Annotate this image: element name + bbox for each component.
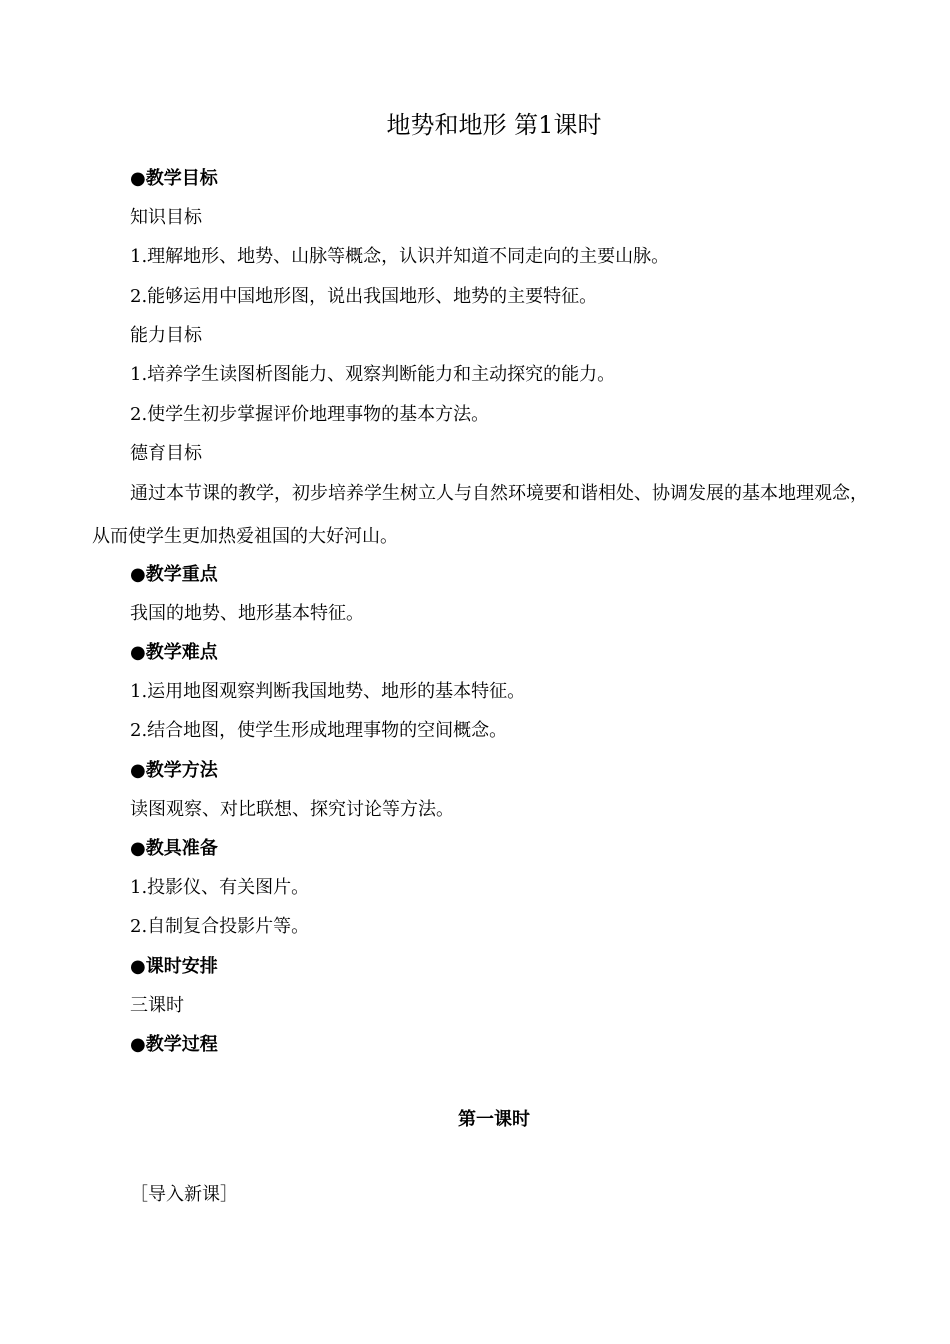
page-title: 地势和地形 第1课时 <box>386 111 602 139</box>
section-heading-tools: ●教具准备 <box>130 838 218 859</box>
ability-item: 2.使学生初步掌握评价地理事物的基本方法。 <box>130 404 490 425</box>
section-heading-method: ●教学方法 <box>130 760 218 781</box>
section-heading-difficult: ●教学难点 <box>130 642 218 663</box>
method-text: 读图观察、对比联想、探究讨论等方法。 <box>130 799 454 820</box>
section-heading-key: ●教学重点 <box>130 564 218 585</box>
knowledge-item: 2.能够运用中国地形图，说出我国地形、地势的主要特征。 <box>130 286 598 307</box>
tools-item: 2.自制复合投影片等。 <box>130 916 310 937</box>
schedule-text: 三课时 <box>130 995 184 1016</box>
tools-item: 1.投影仪、有关图片。 <box>130 877 310 898</box>
difficult-item: 2.结合地图，使学生形成地理事物的空间概念。 <box>130 720 508 741</box>
difficult-item: 1.运用地图观察判断我国地势、地形的基本特征。 <box>130 681 526 702</box>
section-heading-schedule: ●课时安排 <box>130 956 218 977</box>
subheading-moral: 德育目标 <box>130 443 202 464</box>
ability-item: 1.培养学生读图析图能力、观察判断能力和主动探究的能力。 <box>130 364 616 385</box>
subheading-ability: 能力目标 <box>130 325 202 346</box>
moral-paragraph: 通过本节课的教学，初步培养学生树立人与自然环境要和谐相处、协调发展的基本地理观念，从而使学生更加热爱祖国的大好河山。 <box>92 483 868 547</box>
key-text: 我国的地势、地形基本特征。 <box>130 603 364 624</box>
subheading-knowledge: 知识目标 <box>130 207 202 228</box>
intro-label: ［导入新课］ <box>130 1184 238 1205</box>
section-heading-process: ●教学过程 <box>130 1034 218 1055</box>
knowledge-item: 1.理解地形、地势、山脉等概念，认识并知道不同走向的主要山脉。 <box>130 246 670 267</box>
section-heading-goals: ●教学目标 <box>130 168 218 189</box>
lesson-one-heading: 第一课时 <box>458 1109 530 1130</box>
